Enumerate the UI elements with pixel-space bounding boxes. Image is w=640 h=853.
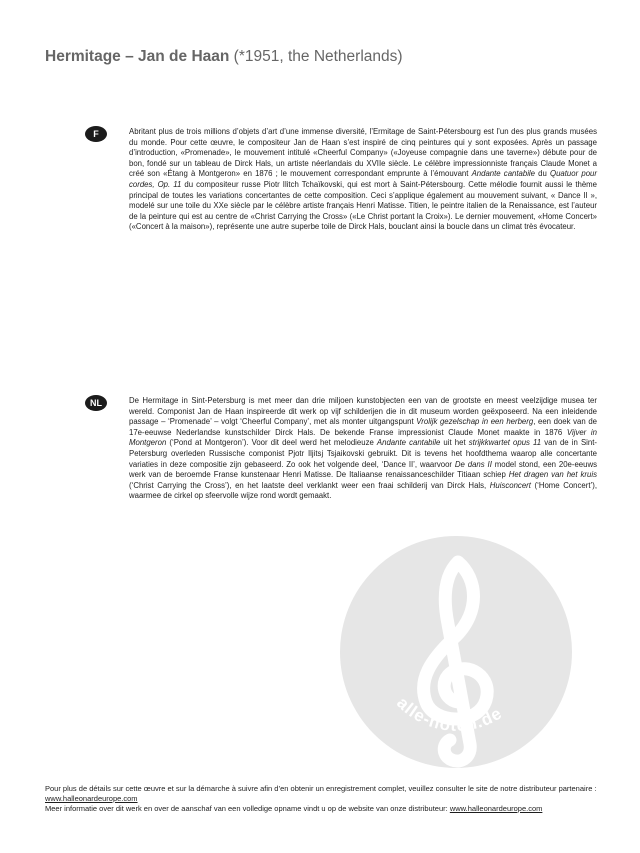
lang-badge-nl: NL	[85, 395, 107, 411]
text-segment: (‘Home Concert’), waarmee de cirkel op sfeervolle wijze rond wordt gemaakt.	[129, 480, 597, 501]
footer-text: Meer informatie over dit werk en over de aanschaf van een volledige opname vindt u op de website van onze distributeur:	[45, 804, 450, 813]
italic-title: Andante cantabile	[376, 438, 441, 448]
text-segment: De Hermitage in Sint-Petersburg is met meer dan drie miljoen kunstobjecten een van de grootste en meest veelzijdige musea ter wereld. Componist Jan de Haan inspireerde dit werk op vijf schilderijen die in dit museum worden geëxposeerd. Na een inleidende passage – ‘Promenade’ – volgt ‘Cheerful Company’, met als monter uitgangspunt	[129, 396, 597, 427]
italic-title: Vrolijk gezelschap in een herberg	[416, 417, 534, 427]
text-segment: model stond, een 20e-eeuws werk van de beroemde Franse kunstenaar Henri Matisse. De Italiaanse renaissanceschilder Titiaan schiep	[129, 459, 598, 480]
title-main: Hermitage – Jan de Haan	[45, 48, 230, 65]
italic-title: Het dragen van het kruis	[508, 470, 597, 480]
italic-title: strijkkwartet opus 11	[468, 438, 542, 448]
treble-clef-watermark-icon	[338, 534, 574, 770]
description-fr	[129, 127, 597, 233]
footer-nl	[45, 804, 605, 814]
italic-title: Quatuor pour cordes, Op. 11	[129, 169, 597, 189]
page-title	[45, 48, 403, 66]
footer-text: Pour plus de détails sur cette œuvre et sur la démarche à suivre afin d’en obtenir un enregistrement complet, veuillez consulter le site de notre distributeur partenaire :	[45, 784, 597, 793]
text-segment: du	[535, 169, 551, 179]
distributor-link-nl[interactable]: www.halleonardeurope.com	[449, 804, 543, 813]
text-segment: uit het	[440, 438, 469, 448]
description-nl	[129, 396, 597, 502]
watermark-text: alle-noten.de	[393, 693, 506, 735]
italic-title: Vijver in Montgeron	[129, 427, 598, 448]
italic-title: De dans II	[454, 459, 492, 469]
footer-fr	[45, 784, 605, 804]
lang-badge-fr: F	[85, 126, 107, 142]
italic-title: Andante cantabile	[471, 169, 536, 179]
text-segment: du compositeur russe Piotr Ilitch Tchaïkovski, qui est mort à Saint-Pétersbourg. Cette mélodie fournit aussi le thème principal de toutes les variations concertantes de cette composition. Ceci s’applique également au mouvement suivant, « Dance II », modelé sur une toile du XXe siècle par le célèbre artiste français Henri Matisse. Titien, le peintre italien de la Renaissance, est l’auteur de la peinture qui est au centre de «Christ Carrying the Cross» («Le Christ portant la Croix»). Le dernier mouvement, «Home Concert» («Concert à la maison»), représente une autre superbe toile de Dirck Hals, bouclant ainsi la boucle dans un climat très évocateur.	[129, 179, 598, 232]
italic-title: Huisconcert	[489, 480, 531, 490]
text-segment: (‘Pond at Montgeron’). Voor dit deel werd het melodieuze	[166, 438, 377, 448]
text-segment: van de in Sint-Petersburg overleden Russische componist Pjotr Iljitsj Tsjaikovski gebruikt. Dit is tevens het hoofdthema waarop alle concertante variaties in deze compositie zijn gebaseerd. Zo ook het volgende deel, ‘Dance II’, waarvoor	[129, 438, 597, 469]
text-segment: Abritant plus de trois millions d’objets d’art d’une immense diversité, l’Ermitage de Saint-Pétersbourg est l’un des plus grands musées du monde. Pour cette œuvre, le compositeur Jan de Haan s’est inspiré de cinq peintures qui y sont exposées. Après un passage d’introduction, «Promenade», le mouvement intitulé «Cheerful Company» («Joyeuse compagnie dans une taverne») débute pour de bon, fondé sur un tableau de Dirck Hals, un artiste néerlandais du XVIIe siècle. Le célèbre impressionniste français Claude Monet a créé son «Étang à Montgeron» en 1876 ; le mouvement correspondant emprunte à l’émouvant	[129, 127, 597, 179]
text-segment: (‘Christ Carrying the Cross’), en het laatste deel verklankt weer een fraai schilderij van Dirck Hals,	[129, 480, 490, 490]
text-segment: , een doek van de 17e-eeuwse Nederlandse kunstschilder Dirck Hals. De bekende Franse impressionist Claude Monet maakte in 1876	[129, 417, 597, 437]
distributor-link-fr[interactable]: www.halleonardeurope.com	[45, 794, 138, 803]
title-subtitle: (*1951, the Netherlands)	[233, 48, 403, 65]
